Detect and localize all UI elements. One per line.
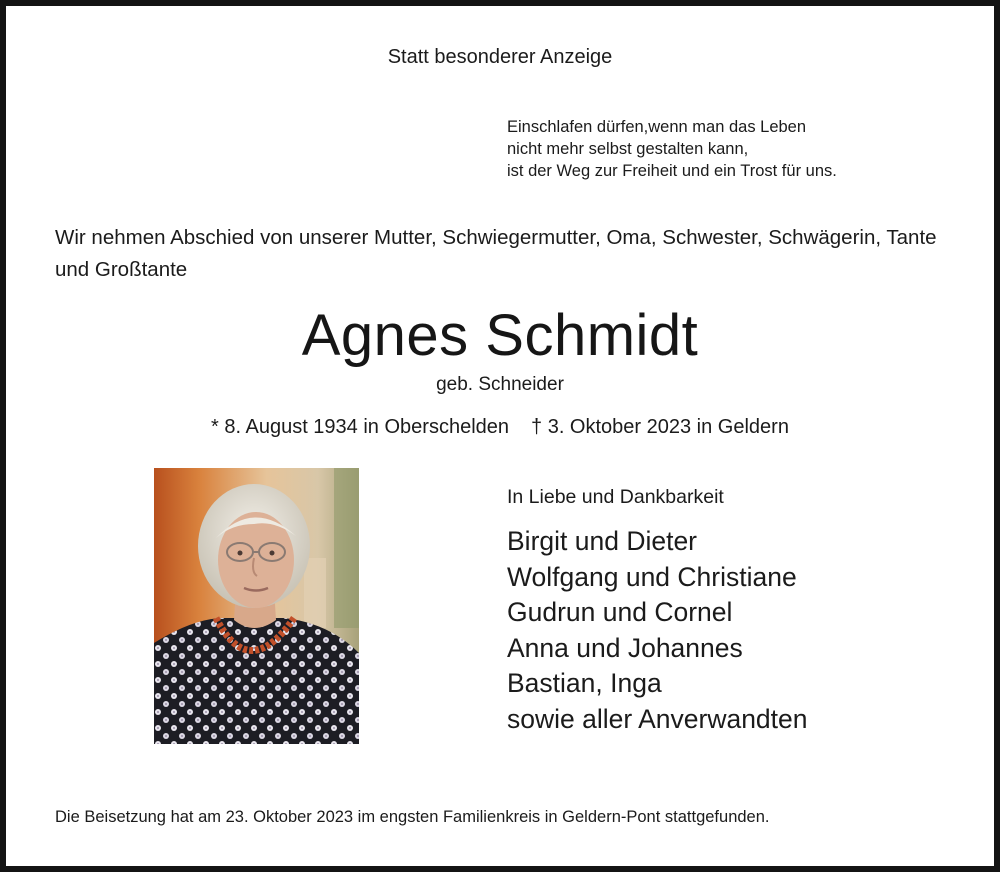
quote-line: ist der Weg zur Freiheit und ein Trost für uns.	[507, 162, 837, 180]
farewell-intro: Wir nehmen Abschied von unserer Mutter, Schwiegermutter, Oma, Schwester, Schwägerin, Tante und Großtante	[55, 226, 937, 281]
quote-line: nicht mehr selbst gestalten kann,	[507, 140, 749, 158]
mourner-entry: Birgit und Dieter	[507, 526, 698, 556]
mourner-entry: Gudrun und Cornel	[507, 597, 733, 628]
portrait-photo	[154, 468, 359, 744]
death-date: † 3. Oktober 2023 in Geldern	[531, 416, 789, 438]
birth-date: * 8. August 1934 in Oberschelden	[211, 416, 510, 438]
life-dates	[6, 416, 994, 439]
mourner-entry: sowie aller Anverwandten	[507, 703, 808, 734]
mourner-entry: Anna und Johannes	[507, 632, 743, 663]
mourners-list	[507, 524, 808, 738]
notice-header: Statt besonderer Anzeige	[387, 46, 613, 68]
deceased-name: Agnes Schmidt	[301, 303, 699, 368]
memorial-quote	[507, 116, 837, 182]
burial-note: Die Beisetzung hat am 23. Oktober 2023 im engsten Familienkreis in Geldern-Pont stattgefunden.	[55, 808, 770, 826]
mourner-entry: Wolfgang und Christiane	[507, 561, 797, 592]
maiden-name: geb. Schneider	[436, 374, 564, 395]
portrait-image	[154, 468, 359, 744]
love-line: In Liebe und Dankbarkeit	[507, 486, 724, 508]
mourner-entry: Bastian, Inga	[507, 668, 662, 699]
quote-line: Einschlafen dürfen,wenn man das Leben	[507, 118, 807, 136]
